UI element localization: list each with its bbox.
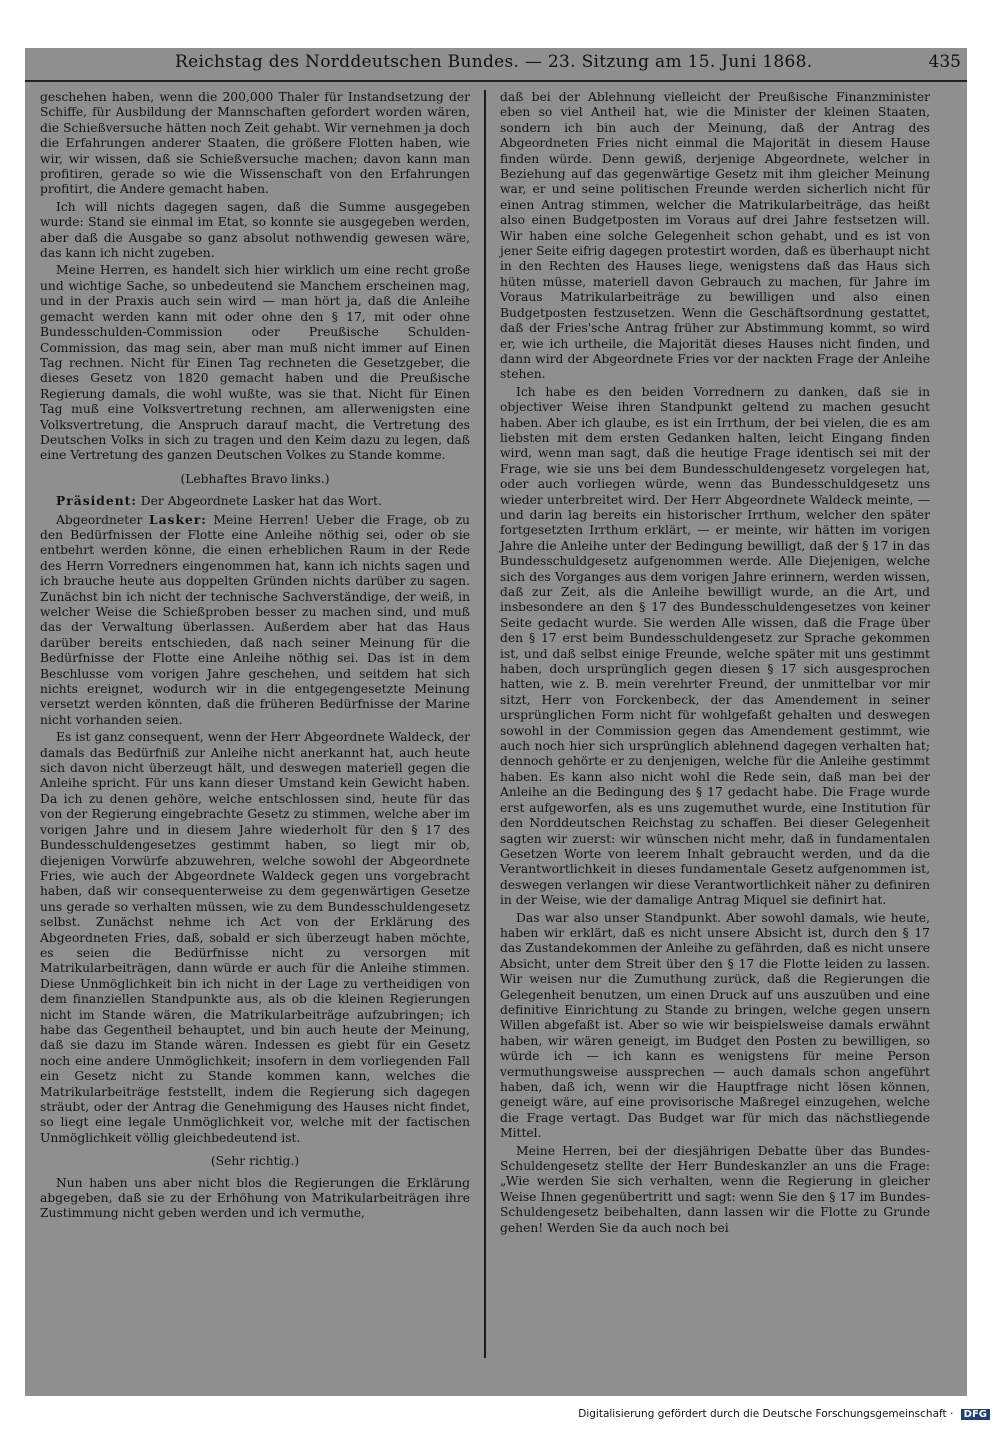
paragraph: Ich habe es den beiden Vorrednern zu danken, daß sie in objectiver Weise ihren Standpunkt geltend zu machen gesucht haben. Aber ich glaube, es ist ein Irrthum, der bei vielen, die es am liebsten mit dem ersten Gedanken halten, leicht Eingang finden wird, wenn man sagt, daß die heutige Frage identisch sei mit der Frage, wie sie uns bei dem Bundesschuldengesetz vorgelegen hat, oder auch vorliegen würde, wenn das Bundesschuldgesetz uns wieder unterbreitet wird. Der Herr Abgeordnete Waldeck meinte, — und darin lag bereits ein historischer Irrthum, welcher den später fortgesetzten Irrthum erklärt, — er meinte, wir hätten im vorigen Jahre die Anleihe unter der Bedingung bewilligt, daß der § 17 in das Bundesschuldgesetz aufgenommen werde. Alle Diejenigen, welche sich des Vorganges aus dem vorigen Jahre erinnern, werden wissen, daß zur Zeit, als die Anleihe bewilligt wurde, an die Art, und insbesondere an den § 17 des Bundesschuldengesetzes von keiner Seite gedacht wurde. Sie werden Alle wissen, daß die Frage über den § 17 erst beim Bundesschuldengesetz zur Sprache gekommen ist, und daß selbst einige Freunde, welche später mit uns gestimmt haben, doch ursprünglich gegen diesen § 17 sich ausgesprochen hatten, wie z. B. mein verehrter Freund, der unmittelbar vor mir sitzt, Herr von Forckenbeck, der das Amendement in seiner ursprünglichen Form nicht für wohlgefaßt gehalten und deswegen sowohl in der Commission gegen das Amendement gestimmt, wie auch noch hier sich ursprünglich ablehnend dagegen verhalten hat; dennoch gehörte er zu denjenigen, welche für die Anleihe gestimmt haben. Es kann also nicht wohl die Rede sein, daß man bei der Anleihe an die Bedingung des § 17 gedacht habe. Die Frage wurde erst aufgeworfen, als es uns zugemuthet wurde, eine Institution für den Norddeutschen Reichstag zu schaffen. Bei dieser Gelegenheit sagten wir zuerst: wir wünschen nicht mehr, daß in fundamentalen Gesetzen Worte von leerem Inhalt gebraucht werden, und da die Verantwortlichkeit in dieses fundamentale Gesetz aufgenommen ist, deswegen verlangen wir diese Verantwortlichkeit näher zu definiren in der Weise, wie der damalige Antrag Miquel sie definirt hat. (500, 384, 930, 908)
page-number: 435 (928, 52, 961, 72)
paragraph: geschehen haben, wenn die 200,000 Thaler für Instandsetzung der Schiffe, für Ausbildung der Mannschaften gefordert worden wären, die Schießversuche hätten noch Zeit gehabt. Wir vernehmen ja doch die Erfahrungen anderer Staaten, die größere Flotten haben, wie wir, wir wissen, daß sie Schießversuche machen; davon kann man profitiren, gerade so wie die Wissenschaft von den Erfahrungen profitirt, die Andere gemacht haben. (40, 90, 470, 197)
right-column (500, 90, 930, 1238)
paragraph: Das war also unser Standpunkt. Aber sowohl damals, wie heute, haben wir erklärt, daß es nicht unsere Absicht ist, durch den § 17 das Zustandekommen der Anleihe zu gefährden, daß es nicht unsere Absicht, unter dem Streit über den § 17 die Flotte leiden zu lassen. Wir weisen nur die Zumuthung zurück, daß die Regierungen die Gelegenheit benutzen, um einen Druck auf uns auszuüben und eine definitive Einrichtung zu Stande zu bringen, welche gegen unsern Willen abgefaßt ist. Aber so wie wir beispielsweise damals erwähnt haben, wir wären geneigt, im Budget den Posten zu bewilligen, so würde ich — ich kann es wenigstens für meine Person vermuthungsweise aussprechen — auch damals schon angeführt haben, daß ich, wenn wir die Hauptfrage nicht lösen können, geneigt wäre, auf eine provisorische Maßregel einzugehen, welche die Frage vertagt. Das Budget war für mich das nächstliegende Mittel. (500, 910, 930, 1141)
footer-text: Digitalisierung gefördert durch die Deutsche Forschungsgemeinschaft · (578, 1408, 954, 1420)
running-title: Reichstag des Norddeutschen Bundes. — 23. Sitzung am 15. Juni 1868. (175, 52, 813, 72)
paragraph: Meine Herren! Ueber die Frage, ob zu den Bedürfnissen der Flotte eine Anleihe nöthig sei, oder ob sie entbehrt werden könne, die einen erheblichen Raum in der Rede des Herrn Vorredners eingenommen hat, kann ich nichts sagen und ich brauche heute aus doppelten Gründen nichts darüber zu sagen. Zunächst bin ich nicht der technische Sachverständige, der weiß, in welcher Weise die Schießproben besser zu machen sind, und muß das der Verwaltung überlassen. Außerdem aber hat das Haus darüber bereits entschieden, daß nach seiner Meinung für die Bedürfnisse der Flotte eine Anleihe nöthig sei. Das ist in dem Beschlusse vom vorigen Jahre geschehen, und seitdem hat sich nichts ereignet, wodurch wir in die entgegengesetzte Meinung versetzt werden könnten, daß die früheren Bedürfnisse der Marine nicht vorhanden seien. (40, 512, 470, 727)
president-line (40, 493, 470, 509)
applause-note: (Sehr richtig.) (210, 1154, 300, 1169)
page-header (25, 52, 967, 76)
paragraph: Es ist ganz consequent, wenn der Herr Abgeordnete Waldeck, der damals das Bedürfniß zur Anleihe nicht anerkannt hat, auch heute sich davon nicht überzeugt hält, und deswegen materiell gegen die Anleihe spricht. Für uns kann dieser Umstand kein Gewicht haben. Da ich zu denen gehöre, welche entschlossen sind, heute für das von der Regierung eingebrachte Gesetz zu stimmen, welche aber im vorigen Jahre und in diesem Jahre wiederholt für den § 17 des Bundesschuldengesetzes gestimmt haben, so liegt mir ob, diejenigen Vorwürfe abzuwehren, welche sowohl der Abgeordnete Fries, wie auch der Abgeordnete Waldeck gegen uns vorgebracht haben, daß wir consequenterweise zu dem gegenwärtigen Gesetze uns gerade so verhalten müssen, wie zu dem Bundesschuldengesetz selbst. Zunächst nehme ich Act von der Erklärung des Abgeordneten Fries, daß, sobald er sich überzeugt haben möchte, es seien die Bedürfnisse nicht zu versorgen mit Matrikularbeiträgen, dann würde er auch für die Anleihe stimmen. Diese Unmöglichkeit bin ich nicht in der Lage zu vertheidigen von dem finanziellen Standpunkte aus, als ob die kleinen Regierungen nicht im Stande wären, die Matrikularbeiträge aufzubringen; ich habe das Gegentheil behauptet, und bin auch heute der Meinung, daß sie dazu im Stande wären. Indessen es giebt für ein Gesetz noch eine andere Unmöglichkeit; insofern in dem vorliegenden Fall ein Gesetz nicht zu Stande kommen kann, welches die Matrikularbeiträge feststellt, indem die Regierung sich dagegen sträubt, oder der Antrag die Genehmigung des Hauses nicht findet, so liegt eine legale Unmöglichkeit vor, welche mit der factischen Unmöglichkeit völlig gleichbedeutend ist. (40, 730, 470, 1145)
speaker-prefix: Abgeordneter (56, 512, 143, 527)
paragraph: Meine Herren, es handelt sich hier wirklich um eine recht große und wichtige Sache, so unbedeutend sie Manchem erscheinen mag, und in der Praxis auch sein wird — man hört ja, daß die Anleihe gemacht werden kann mit oder ohne den § 17, mit oder ohne Bundesschulden-Commission oder Preußische Schulden-Commission, das mag sein, aber man muß nicht immer auf Einen Tag rechnen. Nicht für Einen Tag rechneten die Gesetzgeber, die dieses Gesetz von 1820 gemacht haben und die Preußische Regierung damals, die wohl wußte, was sie that. Nicht für Einen Tag muß eine Volksvertretung rechnen, am allerwenigsten eine Volksvertretung, die Anspruch darauf macht, die Vertretung des Deutschen Volks in sich zu tragen und den Keim dazu zu legen, daß eine Vertretung des ganzen Deutschen Volkes zu Stande komme. (40, 263, 470, 463)
paragraph: daß bei der Ablehnung vielleicht der Preußische Finanzminister eben so viel Antheil hat, wie die Minister der kleinen Staaten, sondern ich bin auch der Meinung, daß der Antrag des Abgeordneten Fries nicht einmal die Majorität in diesem Hause finden würde. Denn gewiß, derjenige Abgeordnete, welcher in Beziehung auf das gegenwärtige Gesetz mit ihm gleicher Meinung war, er und seine politischen Freunde werden sicherlich nicht für einen Antrag stimmen, welcher die Matrikularbeiträge, das heißt also einen Budgetposten im Voraus auf drei Jahre festsetzen will. Wir haben eine solche Gelegenheit schon gehabt, und es ist von jener Seite eifrig dagegen protestirt worden, daß es überhaupt nicht in den Rechten des Hauses liege, wenigstens daß das Haus sich hüten müsse, materiell davon Gebrauch zu machen, für Jahre im Voraus Matrikularbeiträge zu bewilligen und also einen Budgetposten festzusetzen. Wenn die Geschäftsordnung gestattet, daß der Fries'sche Antrag früher zur Abstimmung kommt, so wird er, wie ich urtheile, die Majorität dieses Hauses nicht finden, und dann wird der Abgeordnete Fries vor der nackten Frage der Anleihe stehen. (500, 90, 930, 382)
digitization-footer (578, 1408, 990, 1420)
dfg-logo: DFG (961, 1409, 990, 1420)
header-rule (25, 80, 967, 82)
speaker-name: Lasker: (148, 511, 207, 527)
column-divider (484, 90, 486, 1358)
applause-note: (Lebhaftes Bravo links.) (180, 471, 330, 486)
left-column (40, 90, 470, 1224)
speaker-intro (40, 512, 470, 729)
paragraph: Ich will nichts dagegen sagen, daß die Summe ausgegeben wurde: Stand sie einmal im Etat, so konnte sie ausgegeben werden, aber daß die Ausgabe so ganz absolut nothwendig gewesen wäre, das kann ich nicht zugeben. (40, 199, 470, 261)
speaker-label: Präsident: (56, 493, 137, 509)
paragraph: Nun haben uns aber nicht blos die Regierungen die Erklärung abgegeben, daß sie zu der Erhöhung von Matrikularbeiträgen ihre Zustimmung nicht geben werden und ich vermuthe, (40, 1175, 470, 1221)
paragraph: Meine Herren, bei der diesjährigen Debatte über das Bundes-Schuldengesetz stellte der Herr Bundeskanzler an uns die Frage: „Wie werden Sie sich verhalten, wenn die Regierung in gleicher Weise Ihnen gegenübertritt und sagt: wenn Sie den § 17 im Bundes-Schuldengesetz beibehalten, dann lassen wir die Flotte zu Grunde gehen! Werden Sie da auch noch bei (500, 1143, 930, 1235)
president-text: Der Abgeordnete Lasker hat das Wort. (140, 494, 382, 509)
